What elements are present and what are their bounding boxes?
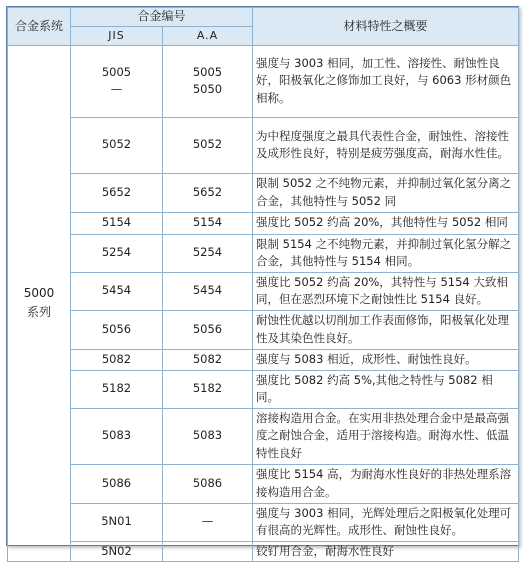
jis-code: 5086 — [71, 464, 163, 503]
description-cell: 耐蚀性优越以切削加工作表面修饰，阳极氧化处理性及其染色性良好。 — [253, 310, 519, 349]
table-row — [8, 234, 519, 272]
jis-code: 5052 — [71, 117, 163, 173]
alloy-table-frame — [6, 6, 519, 558]
description-cell: 限制 5052 之不纯物元素，并抑制过氧化氢分离之合金，其他特性与 5052 同 — [253, 173, 519, 212]
table-row — [8, 117, 519, 173]
description-cell: 为中程度强度之最具代表性合金，耐蚀性、溶接性及成形性良好，特别是疲劳强度高，耐海水性佳。 — [253, 117, 519, 173]
table-row — [8, 349, 519, 370]
table-row — [8, 408, 519, 464]
description-cell: 强度与 3003 相同，加工性、溶接性、耐蚀性良好，阳极氧化之修饰加工良好，与 6063 形材颜色相称。 — [253, 45, 519, 117]
jis-code: 5005 — [101, 64, 132, 79]
table-row — [8, 212, 519, 234]
aa-code: 5052 — [163, 117, 253, 173]
aa-code: 5154 — [163, 212, 253, 234]
aa-code: 5083 — [163, 408, 253, 464]
table-row — [8, 310, 519, 349]
jis-cell — [71, 45, 163, 117]
jis-code: 5N01 — [71, 503, 163, 541]
series-label-text: 系列 — [26, 305, 51, 320]
jis-code: 5254 — [71, 234, 163, 272]
description-cell: 溶接构造用合金。在实用非热处理合金中是最高强度之耐蚀合金，适用于溶接构造。耐海水性、低温特性良好 — [253, 408, 519, 464]
aa-code: 5056 — [163, 310, 253, 349]
aa-code — [163, 541, 253, 562]
header-material-properties: 材料特性之概要 — [253, 8, 519, 46]
jis-code: 5182 — [71, 370, 163, 408]
series-cell — [8, 45, 71, 562]
aa-cell — [163, 45, 253, 117]
alloy-properties-table — [7, 7, 519, 562]
jis-code: 5652 — [71, 173, 163, 212]
aa-code: 5182 — [163, 370, 253, 408]
aa-code: 5454 — [163, 272, 253, 310]
header-jis: JIS — [71, 27, 163, 46]
table-row — [8, 541, 519, 562]
header-aa: A.A — [163, 27, 253, 46]
table-row — [8, 464, 519, 503]
table-row — [8, 173, 519, 212]
aa-code: 5652 — [163, 173, 253, 212]
jis-code: 5056 — [71, 310, 163, 349]
description-cell: 强度与 3003 相同，光辉处理后之阳极氧化处理可有很高的光辉性。成形性、耐蚀性良好。 — [253, 503, 519, 541]
table-row — [8, 45, 519, 117]
jis-code: 5454 — [71, 272, 163, 310]
series-label-number: 5000 — [23, 286, 55, 301]
description-cell: 限制 5154 之不纯物元素，并抑制过氧化氢分解之合金，其他特性与 5154 相同。 — [253, 234, 519, 272]
jis-code: 5083 — [71, 408, 163, 464]
description-cell: 强度比 5052 约高 20%，其特性与 5154 大致相同，但在恶烈环境下之耐蚀性比 5154 良好。 — [253, 272, 519, 310]
jis-code: 5082 — [71, 349, 163, 370]
aa-code: 5005 — [192, 64, 223, 79]
aa-code: — — [163, 503, 253, 541]
header-alloy-code: 合金编号 — [71, 8, 253, 27]
aa-code: 5082 — [163, 349, 253, 370]
description-cell: 强度与 5083 相近，成形性、耐蚀性良好。 — [253, 349, 519, 370]
jis-code: 5N02 — [71, 541, 163, 562]
description-cell: 铰钉用合金，耐海水性良好 — [253, 541, 519, 562]
table-row — [8, 272, 519, 310]
table-row — [8, 503, 519, 541]
description-cell: 强度比 5052 约高 20%，其他特性与 5052 相同 — [253, 212, 519, 234]
description-cell: 强度比 5154 高，为耐海水性良好的非热处理系溶接构造用合金。 — [253, 464, 519, 503]
header-alloy-system: 合金系统 — [8, 8, 71, 46]
aa-code: 5086 — [163, 464, 253, 503]
aa-code: 5254 — [163, 234, 253, 272]
aa-code: 5050 — [192, 82, 223, 96]
table-row — [8, 370, 519, 408]
description-cell: 强度比 5082 约高 5%,其他之特性与 5082 相同。 — [253, 370, 519, 408]
jis-code: — — [110, 82, 123, 96]
jis-code: 5154 — [71, 212, 163, 234]
